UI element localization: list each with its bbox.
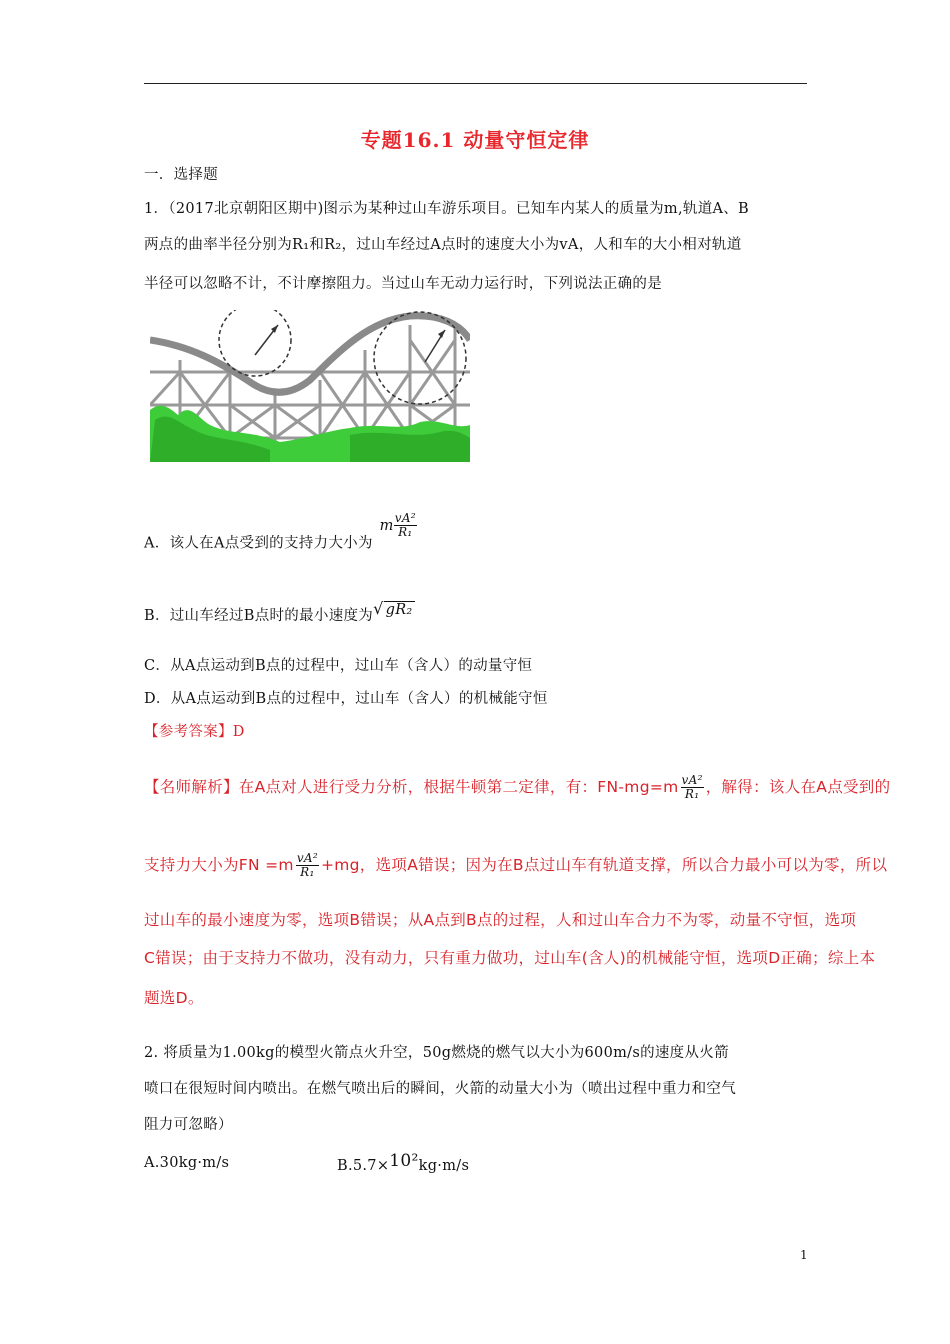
q1-option-b: B．过山车经过B点时的最小速度为√ gR₂ bbox=[144, 599, 413, 624]
q1-option-a: A．该人在A点受到的支持力大小为 m $\frac{\text{vA²}}{\text{R₁}}$ bbox=[144, 511, 416, 552]
q1-explanation-line3: 过山车的最小速度为零，选项B错误；从A点到B点的过程，人和过山车合力不为零，动量不守恒，选项 bbox=[144, 911, 857, 929]
q2-line1: 2. 将质量为1.00kg的模型火箭点火升空，50g燃烧的燃气以大小为600m/s的速度从火箭 bbox=[144, 1045, 729, 1061]
q2-option-a: A.30kg·m/s bbox=[144, 1155, 230, 1171]
roller-coaster-figure bbox=[150, 310, 470, 462]
page-title: 专题16.1 动量守恒定律 bbox=[360, 128, 590, 152]
q1-line1: 1．（2017北京朝阳区期中)图示为某种过山车游乐项目。已知车内某人的质量为m,轨道A、B bbox=[144, 201, 750, 217]
q2-line2: 喷口在很短时间内喷出。在燃气喷出后的瞬间，火箭的动量大小为（喷出过程中重力和空气 bbox=[144, 1081, 736, 1097]
q1-answer: 【参考答案】D bbox=[144, 724, 245, 740]
q1-explanation-line1: 【名师解析】在A点对人进行受力分析，根据牛顿第二定律，有：FN-mg=m $\frac{\text{vA²}}{\text{R₁}}$ ，解得：该人在A点受到的 bbox=[144, 773, 891, 801]
q1-option-c: C．从A点运动到B点的过程中，过山车（含人）的动量守恒 bbox=[144, 658, 533, 674]
q1-explanation-line5: 题选D。 bbox=[144, 989, 204, 1007]
q2-option-b: B.5.7×10²kg·m/s bbox=[337, 1151, 470, 1174]
section-heading: 一．选择题 bbox=[144, 167, 218, 183]
q1-option-d: D．从A点运动到B点的过程中，过山车（含人）的机械能守恒 bbox=[144, 691, 548, 707]
header-rule bbox=[144, 83, 807, 84]
q1-line2: 两点的曲率半径分别为R₁和R₂，过山车经过A点时的速度大小为vA，人和车的大小相对轨道 bbox=[144, 237, 742, 253]
q1-explanation-line4: C错误；由于支持力不做功，没有动力，只有重力做功，过山车(含人)的机械能守恒，选项D正确；综上本 bbox=[144, 949, 876, 967]
q2-line3: 阻力可忽略） bbox=[144, 1117, 233, 1133]
q1-line3: 半径可以忽略不计，不计摩擦阻力。当过山车无动力运行时，下列说法正确的是 bbox=[144, 276, 662, 292]
q1-explanation-line2: 支持力大小为FN =m $\frac{\text{vA²}}{\text{R₁}}$ +mg，选项A错误；因为在B点过山车有轨道支撑，所以合力最小可以为零，所以 bbox=[144, 851, 888, 879]
page-number: 1 bbox=[800, 1248, 808, 1262]
